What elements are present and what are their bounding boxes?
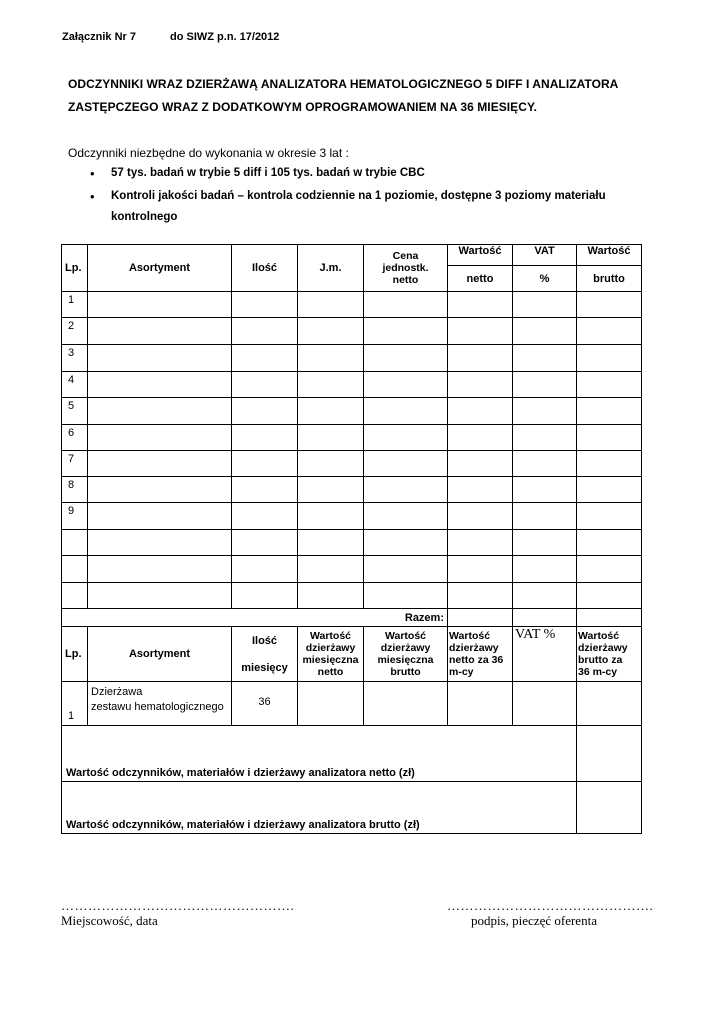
intro-text: Odczynniki niezbędne do wykonania w okresie 3 lat : bbox=[68, 146, 349, 160]
signature-place-date-label: Miejscowość, data bbox=[61, 913, 158, 928]
header-wartosc-brutto: Wartość bbox=[577, 245, 642, 266]
summary-brutto-label: Wartość odczynników, materiałów i dzierżawy analizatora brutto (zł) bbox=[62, 782, 577, 834]
table-row: 8 bbox=[62, 477, 642, 503]
table-row: 7 bbox=[62, 451, 642, 477]
reference-label: do SIWZ p.n. 17/2012 bbox=[170, 31, 280, 43]
lease-header-monthly-brutto: Wartość dzierżawy miesięczna brutto bbox=[364, 627, 448, 682]
header-vat: VAT bbox=[513, 245, 577, 266]
bullet-item-2: Kontroli jakości badań – kontrola codziennie na 1 poziomie, dostępne 3 poziomy materiału bbox=[111, 190, 606, 202]
summary-netto-value bbox=[577, 726, 642, 782]
summary-netto-label: Wartość odczynników, materiałów i dzierżawy analizatora netto (zł) bbox=[62, 726, 577, 782]
lease-header-vat: VAT % bbox=[513, 627, 577, 682]
summary-brutto-row bbox=[62, 782, 642, 834]
summary-brutto-value bbox=[577, 782, 642, 834]
table-row: 5 bbox=[62, 398, 642, 425]
summary-netto-row bbox=[62, 726, 642, 782]
table-row: 3 bbox=[62, 345, 642, 372]
table-row bbox=[62, 530, 642, 556]
header-ilosc: Ilość bbox=[232, 245, 298, 292]
header-vat-percent: % bbox=[513, 266, 577, 292]
lease-row-ilosc: 36 bbox=[232, 682, 298, 726]
lease-header-netto-36: Wartość dzierżawy netto za 36 m-cy bbox=[448, 627, 513, 682]
lease-header-asortyment: Asortyment bbox=[88, 627, 232, 682]
lease-header-ilosc: Ilość miesięcy bbox=[232, 627, 298, 682]
header-wartosc-netto: Wartość bbox=[448, 245, 513, 266]
bullet-item-1: 57 tys. badań w trybie 5 diff i 105 tys. badań w trybie CBC bbox=[111, 167, 425, 179]
table-row: 2 bbox=[62, 318, 642, 345]
table-row: 9 bbox=[62, 503, 642, 530]
header-lp: Lp. bbox=[62, 245, 88, 292]
lease-header-monthly-netto: Wartość dzierżawy miesięczna netto bbox=[298, 627, 364, 682]
bullet-dot-icon: • bbox=[90, 166, 95, 181]
header-cena: Cena jednostk. netto bbox=[364, 245, 448, 292]
header-netto: netto bbox=[448, 266, 513, 292]
lease-row-asortyment: Dzierżawa zestawu hematologicznego bbox=[88, 682, 232, 726]
signature-signer-label: podpis, pieczęć oferenta bbox=[471, 913, 597, 928]
reagents-table bbox=[61, 244, 642, 627]
table-row bbox=[62, 583, 642, 609]
table-row: 6 bbox=[62, 425, 642, 451]
signature-place-date-line: ……………………………………………. bbox=[61, 898, 295, 913]
bullet-item-2-cont: kontrolnego bbox=[111, 211, 178, 223]
header-asortyment: Asortyment bbox=[88, 245, 232, 292]
razem-row bbox=[62, 609, 642, 627]
lease-header-lp: Lp. bbox=[62, 627, 88, 682]
table-row bbox=[62, 556, 642, 583]
bullet-dot-icon: • bbox=[90, 189, 95, 204]
signature-signer-line: ………………………………………. bbox=[447, 898, 654, 913]
attachment-label: Załącznik Nr 7 bbox=[62, 31, 136, 43]
table-row: 4 bbox=[62, 372, 642, 398]
table-row: 1 bbox=[62, 292, 642, 318]
lease-table bbox=[61, 626, 642, 834]
table-row bbox=[62, 682, 642, 726]
lease-header-brutto-36: Wartość dzierżawy brutto za 36 m-cy bbox=[577, 627, 642, 682]
page-title-line-2: ZASTĘPCZEGO WRAZ Z DODATKOWYM OPROGRAMOWANIEM NA 36 MIESIĘCY. bbox=[68, 100, 538, 114]
header-brutto: brutto bbox=[577, 266, 642, 292]
header-jm: J.m. bbox=[298, 245, 364, 292]
lease-row-lp: 1 bbox=[62, 682, 88, 726]
razem-label: Razem: bbox=[62, 609, 448, 627]
page-title-line-1: ODCZYNNIKI WRAZ DZIERŻAWĄ ANALIZATORA HEMATOLOGICZNEGO 5 DIFF I ANALIZATORA bbox=[68, 77, 619, 91]
